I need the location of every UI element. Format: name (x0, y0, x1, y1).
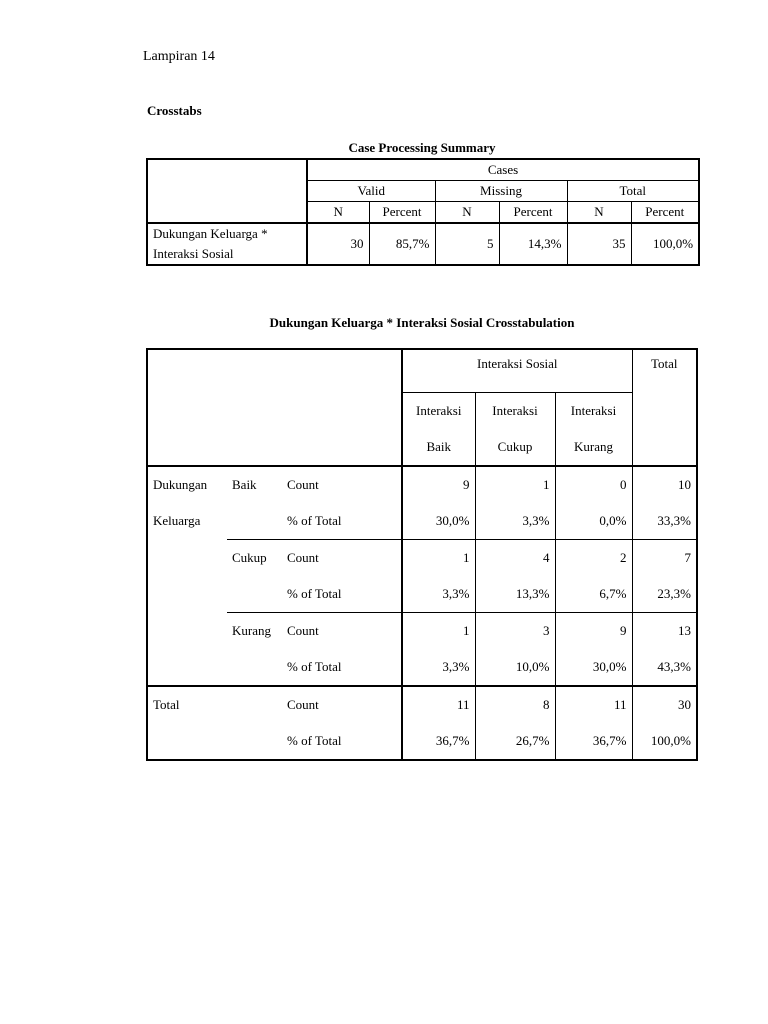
cell-count: 1 (402, 613, 475, 650)
row-var-empty (147, 576, 227, 613)
cell-pct: 0,0% (555, 503, 632, 540)
cell-count: 11 (402, 686, 475, 723)
pct-label: % of Total (282, 723, 402, 760)
cell-count-total: 13 (632, 613, 697, 650)
total-row-empty (147, 723, 282, 760)
crosstab-title: Dukungan Keluarga * Interaksi Sosial Crosstabulation (269, 315, 575, 330)
cell-pct: 30,0% (435, 513, 470, 528)
cell-pct: 36,7% (435, 733, 470, 748)
pct-label: % of Total (282, 576, 402, 613)
value-cell: 85,7% (369, 223, 435, 265)
cell-count: 11 (555, 686, 632, 723)
table-row (147, 686, 697, 723)
cell-pct: 36,7% (555, 723, 632, 760)
pct-label: % of Total (282, 649, 402, 686)
cell-count: 0 (555, 466, 632, 503)
total-row-label: Total (147, 686, 282, 723)
cell-pct: 30,0% (555, 649, 632, 686)
col-header-baik-line2: Baik (402, 429, 475, 466)
sub-header-n: N (567, 202, 631, 224)
col-header-kurang-line1: Interaksi (555, 393, 632, 430)
col-header-baik-line1: Interaksi (402, 393, 475, 430)
cell-count: 9 (555, 613, 632, 650)
group-label: Baik (232, 477, 257, 492)
value-cell: 35 (567, 223, 631, 265)
sub-header-percent: Percent (369, 202, 435, 224)
value-cell: 30 (350, 236, 364, 251)
case-processing-summary-table (146, 158, 700, 266)
sub-header-n: N (435, 202, 499, 224)
interaksi-sosial-header: Interaksi Sosial (476, 356, 558, 371)
row-var-label: Dukungan (153, 477, 208, 492)
cell-pct-total: 100,0% (632, 723, 697, 760)
col-header-kurang-line2: Kurang (555, 429, 632, 466)
cell-pct: 3,3% (442, 586, 470, 601)
table-row (147, 540, 697, 577)
value-cell: 100,0% (631, 223, 699, 265)
value-cell: 14,3% (499, 223, 567, 265)
sub-header-percent: Percent (499, 202, 567, 224)
col-header-cukup-line1: Interaksi (475, 393, 555, 430)
row-var-empty (147, 540, 227, 577)
cell-count: 9 (463, 477, 470, 492)
row-var-empty (147, 613, 227, 650)
cell-count-total: 30 (632, 686, 697, 723)
valid-header: Valid (307, 181, 435, 202)
cell-pct: 3,3% (475, 503, 555, 540)
cell-count-total: 7 (632, 540, 697, 577)
pct-label: % of Total (282, 503, 402, 540)
cell-count: 1 (475, 466, 555, 503)
group-label-empty (227, 649, 282, 686)
sub-header-percent: Percent (631, 202, 699, 224)
cases-header: Cases (307, 159, 699, 181)
cell-pct: 26,7% (475, 723, 555, 760)
cell-pct-total: 23,3% (632, 576, 697, 613)
section-title: Crosstabs (147, 103, 202, 118)
total-header: Total (567, 181, 699, 202)
cell-pct: 13,3% (475, 576, 555, 613)
cell-count: 3 (475, 613, 555, 650)
header-stub (147, 159, 307, 223)
cell-count: 8 (475, 686, 555, 723)
cell-pct-total: 43,3% (632, 649, 697, 686)
cell-count: 4 (475, 540, 555, 577)
table-row (147, 723, 697, 760)
count-label: Count (282, 613, 402, 650)
table-row (147, 466, 697, 503)
count-label: Count (282, 686, 402, 723)
sub-header-n: N (307, 202, 369, 224)
crosstabulation-table (146, 348, 698, 761)
cell-pct-total: 33,3% (632, 503, 697, 540)
group-label-empty (227, 576, 282, 613)
table-row (147, 576, 697, 613)
col-header-cukup-line2: Cukup (475, 429, 555, 466)
total-col-header: Total (632, 349, 697, 466)
attachment-label: Lampiran 14 (143, 49, 215, 64)
cell-count: 1 (402, 540, 475, 577)
cell-pct: 10,0% (475, 649, 555, 686)
row-var-empty (147, 649, 227, 686)
group-label: Cukup (227, 540, 282, 577)
cell-count: 2 (555, 540, 632, 577)
cell-count-total: 10 (632, 466, 697, 503)
group-label: Kurang (227, 613, 282, 650)
value-cell: 5 (435, 223, 499, 265)
cell-pct: 6,7% (555, 576, 632, 613)
count-label: Count (282, 466, 402, 503)
row-var-label: Keluarga (153, 513, 201, 529)
cell-pct: 3,3% (442, 659, 470, 674)
case-summary-title: Case Processing Summary (348, 140, 496, 155)
table-row (147, 649, 697, 686)
group-label-empty (227, 503, 282, 540)
header-stub (147, 349, 402, 466)
row-label: Dukungan Keluarga * Interaksi Sosial (147, 223, 307, 265)
table-row (147, 503, 697, 540)
count-label: Count (282, 540, 402, 577)
missing-header: Missing (435, 181, 567, 202)
table-row (147, 613, 697, 650)
